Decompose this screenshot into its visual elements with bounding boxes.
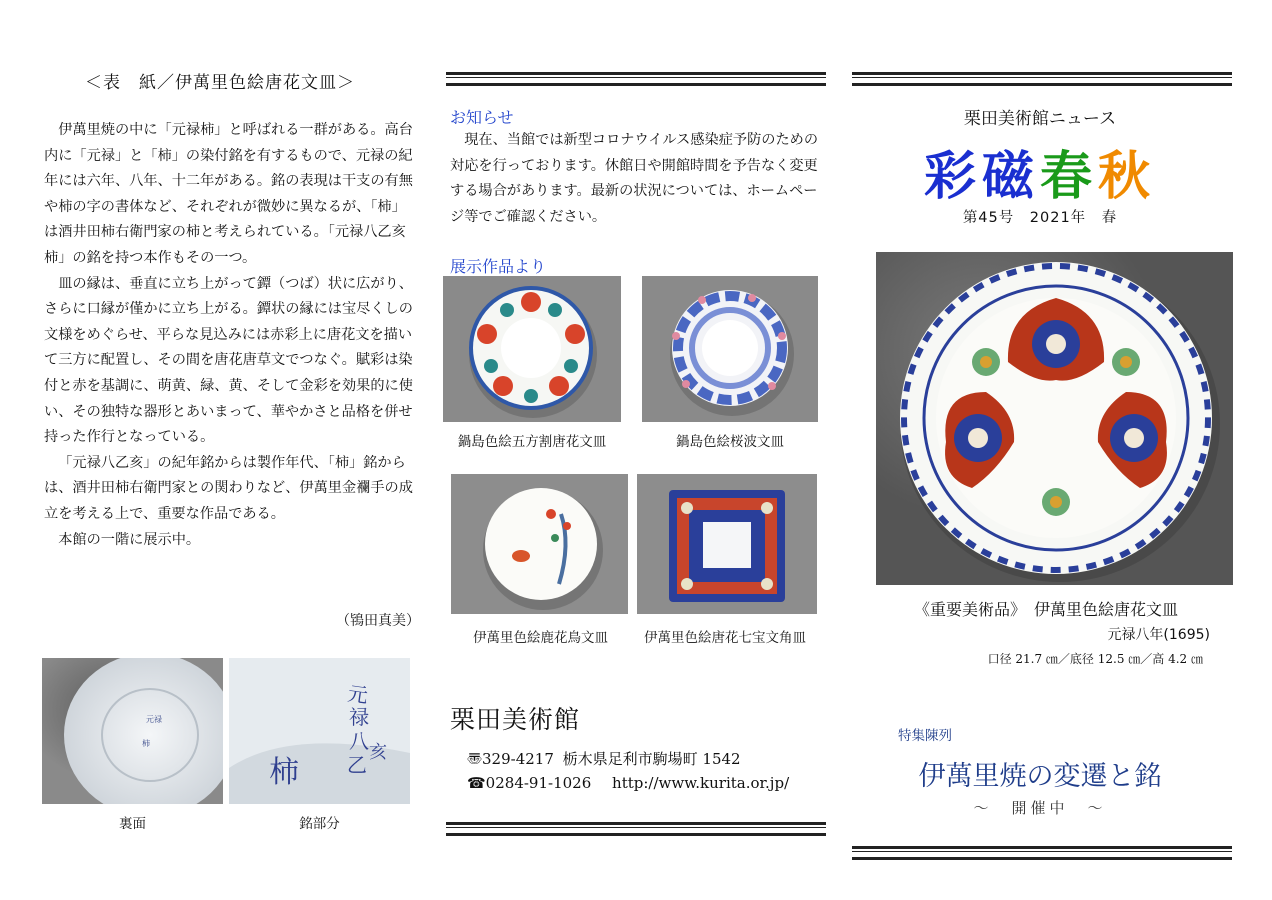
notice-text-block [450,128,830,230]
issue-info: 第45号 2021年 春 [962,210,1118,226]
svg-text:元: 元 [346,681,370,708]
notice-body: 現在、当館では新型コロナウイルス感染症予防のための対応を行っております。休館日や開館時間を予告なく変更する場合があります。最新の状況については、ホームページ等でご確認ください。 [450,132,819,225]
cover-author: （鴇田真美） [336,613,420,629]
imari-karahana-plate-image [876,252,1233,585]
cover-paragraph-1: 伊萬里焼の中に「元禄柿」と呼ばれる一群がある。高台内に「元禄」と「柿」の染付銘を有するもので、元禄の紀年には六年、八年、十二年がある。銘の表現は干支の有無や柿の字の書体など、それぞれが微妙に異なるが、「柿」は酒井田柿右衛門家の柿と考えられている。「元禄八乙亥 柿」の銘を持つ本作もその一つ。 [44,122,420,266]
cover-heading: ＜表 紙／伊萬里色絵唐花文皿＞ [85,73,355,93]
newsletter-title [850,134,1230,209]
newsletter-name: 栗田美術館ニュース [963,109,1117,129]
svg-text:元禄: 元禄 [146,715,162,724]
exhibit-photo-3 [451,474,628,614]
svg-text:亥: 亥 [369,742,387,763]
svg-text:禄: 禄 [349,705,369,729]
address-line [467,748,741,769]
exhibit-photo-4 [637,474,817,614]
svg-text:柿: 柿 [142,739,150,748]
featured-plate-photo [876,252,1233,585]
plate-back-caption: 裏面 [119,816,146,832]
phone-number: ☎0284-91-1026 [467,774,592,792]
svg-text:柿: 柿 [269,755,299,790]
special-exhibition-label: 特集陳列 [898,728,952,744]
title-char-4: 秋 [1098,147,1157,207]
bottom-rule-right [852,846,1232,860]
cover-paragraph-2: 皿の縁は、垂直に立ち上がって鐔（つば）状に広がり、さらに口縁が僅かに立ち上がる。鐔状の縁には宝尽くしの文様をめぐらせ、平らな見込みには赤彩上に唐花文を描いて三方に配置し、その間を唐花唐草文でつなぐ。賦彩は染付と赤を基調に、萌黄、緑、黄、そして金彩を効果的に使い、その独特な器形とあいまって、華やかさと品格を併せ持った作行となっている。 [44,275,413,446]
title-char-3: 春 [1040,147,1099,207]
svg-text:乙: 乙 [347,753,367,777]
imari-shika-kachou-image [451,474,628,614]
imari-shippou-kakuzara-image [637,474,817,614]
title-char-2: 磁 [981,147,1040,207]
title-char-1: 彩 [923,147,982,207]
exhibit-caption-2: 鍋島色絵桜波文皿 [676,434,784,450]
featured-designation: 《重要美術品》 伊萬里色絵唐花文皿 [913,600,1178,619]
cover-essay [44,118,420,553]
exhibit-caption-4: 伊萬里色絵唐花七宝文角皿 [644,630,806,646]
street-address: 栃木県足利市駒場町 1542 [562,750,741,768]
top-rule-right [852,72,1232,86]
contact-line [467,774,789,792]
exhibit-caption-3: 伊萬里色絵鹿花鳥文皿 [473,630,608,646]
plate-back-image [42,658,223,804]
postal-code: 〠329-4217 [467,750,554,768]
featured-dimensions: 口径 21.7 ㎝／底径 12.5 ㎝／高 4.2 ㎝ [987,652,1203,666]
exhibit-photo-1 [443,276,621,422]
cover-paragraph-4: 本館の一階に展示中。 [58,531,201,548]
svg-text:八: 八 [349,729,369,753]
nabeshima-gohouwari-image [443,276,621,422]
plate-mark-photo [229,658,410,804]
museum-name: 栗田美術館 [450,705,581,734]
featured-date: 元禄八年(1695) [1107,627,1210,643]
nabeshima-sakura-nami-image [642,276,818,422]
exhibit-caption-1: 鍋島色絵五方割唐花文皿 [457,434,607,450]
notice-heading: お知らせ [450,108,514,127]
exhibits-heading: 展示作品より [450,257,547,276]
plate-mark-image [229,658,410,804]
cover-paragraph-3: 「元禄八乙亥」の紀年銘からは製作年代、「柿」銘からは、酒井田柿右衛門家との関わりなど、伊萬里金襴手の成立を考える上で、重要な作品である。 [44,454,413,522]
plate-back-photo [42,658,223,804]
bottom-rule-center [446,822,826,836]
special-exhibition-status: ～ 開催中 ～ [973,799,1107,817]
plate-mark-caption: 銘部分 [299,816,340,832]
top-rule-center [446,72,826,86]
website-link[interactable]: http://www.kurita.or.jp/ [612,774,790,792]
exhibit-photo-2 [642,276,818,422]
special-exhibition-title: 伊萬里焼の変遷と銘 [918,761,1162,792]
